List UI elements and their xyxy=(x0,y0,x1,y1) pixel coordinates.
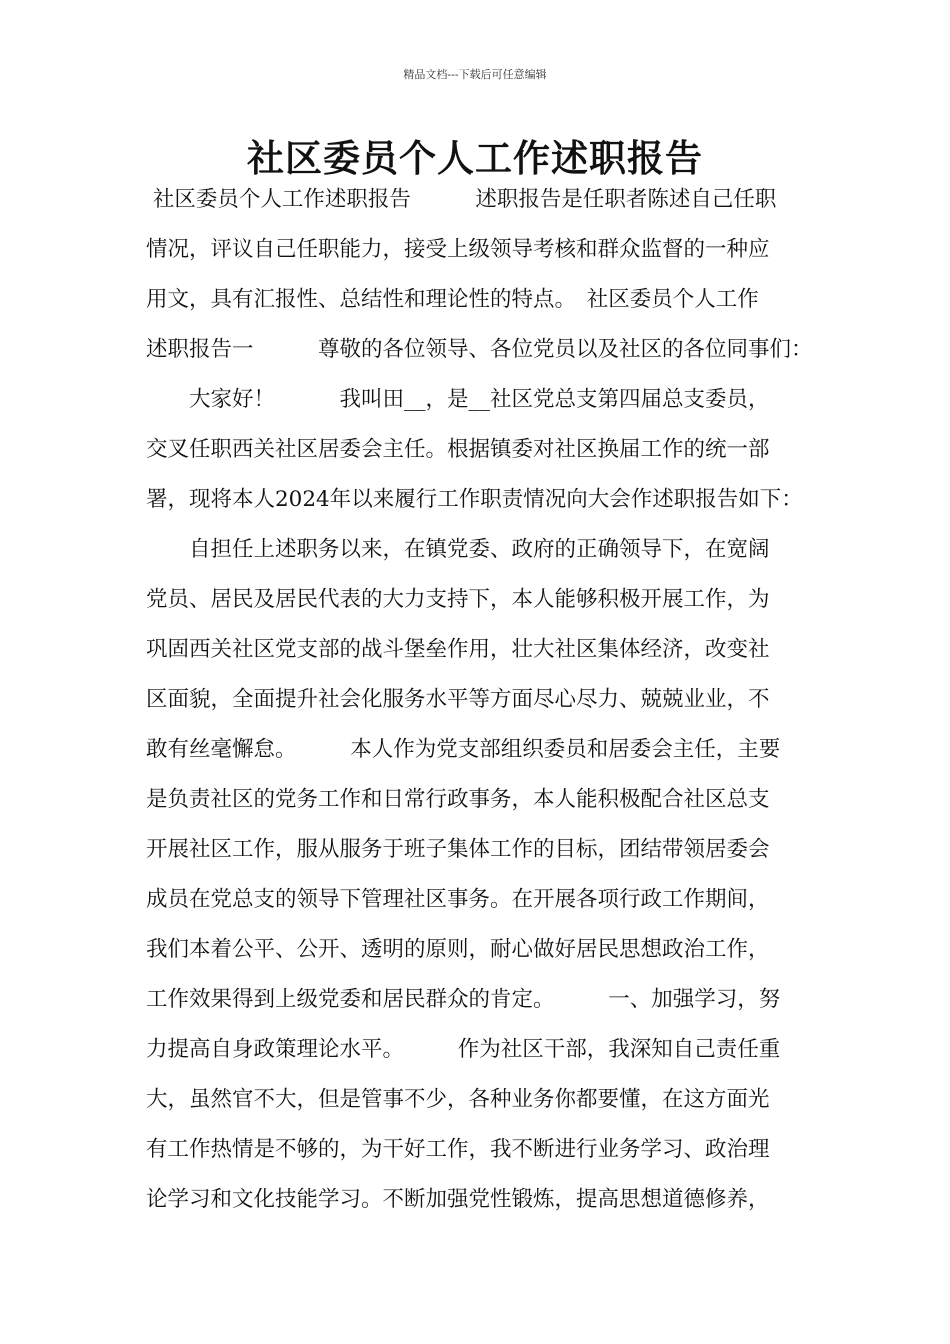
body-line: 敢有丝毫懈怠。 本人作为党支部组织委员和居委会主任，主要 xyxy=(146,737,781,762)
body-line: 大家好！ 我叫田__，是__社区党总支第四届总支委员， xyxy=(146,387,770,412)
body-line: 情况，评议自己任职能力，接受上级领导考核和群众监督的一种应 xyxy=(146,237,770,262)
body-line: 工作效果得到上级党委和居民群众的肯定。 一、加强学习，努 xyxy=(146,987,781,1012)
body-line: 论学习和文化技能学习。不断加强党性锻炼，提高思想道德修养， xyxy=(146,1187,770,1212)
header-note: 精品文档---下载后可任意编辑 xyxy=(403,68,547,81)
body-line: 用文，具有汇报性、总结性和理论性的特点。 社区委员个人工作 xyxy=(146,287,759,312)
page-title: 社区委员个人工作述职报告 xyxy=(247,136,703,180)
body-line: 成员在党总支的领导下管理社区事务。在开展各项行政工作期间， xyxy=(146,887,770,912)
body-line: 区面貌，全面提升社会化服务水平等方面尽心尽力、兢兢业业，不 xyxy=(146,687,770,712)
body-line: 是负责社区的党务工作和日常行政事务，本人能积极配合社区总支 xyxy=(146,787,770,812)
body-line: 社区委员个人工作述职报告 述职报告是任职者陈述自己任职 xyxy=(146,187,777,212)
body-line: 开展社区工作，服从服务于班子集体工作的目标，团结带领居委会 xyxy=(146,837,770,862)
body-line: 巩固西关社区党支部的战斗堡垒作用，壮大社区集体经济，改变社 xyxy=(146,637,770,662)
body-line: 力提高自身政策理论水平。 作为社区干部，我深知自己责任重 xyxy=(146,1037,781,1062)
body-line: 大，虽然官不大，但是管事不少，各种业务你都要懂，在这方面光 xyxy=(146,1087,770,1112)
body-line: 述职报告一 尊敬的各位领导、各位党员以及社区的各位同事们： xyxy=(146,337,813,362)
body-line: 我们本着公平、公开、透明的原则，耐心做好居民思想政治工作， xyxy=(146,937,770,962)
body-line: 自担任上述职务以来，在镇党委、政府的正确领导下，在宽阔 xyxy=(146,537,770,562)
body-line: 有工作热情是不够的，为干好工作，我不断进行业务学习、政治理 xyxy=(146,1137,770,1162)
body-line: 党员、居民及居民代表的大力支持下，本人能够积极开展工作，为 xyxy=(146,587,770,612)
body-line: 交叉任职西关社区居委会主任。根据镇委对社区换届工作的统一部 xyxy=(146,437,770,462)
body-line: 署，现将本人2024年以来履行工作职责情况向大会作述职报告如下： xyxy=(146,487,803,512)
